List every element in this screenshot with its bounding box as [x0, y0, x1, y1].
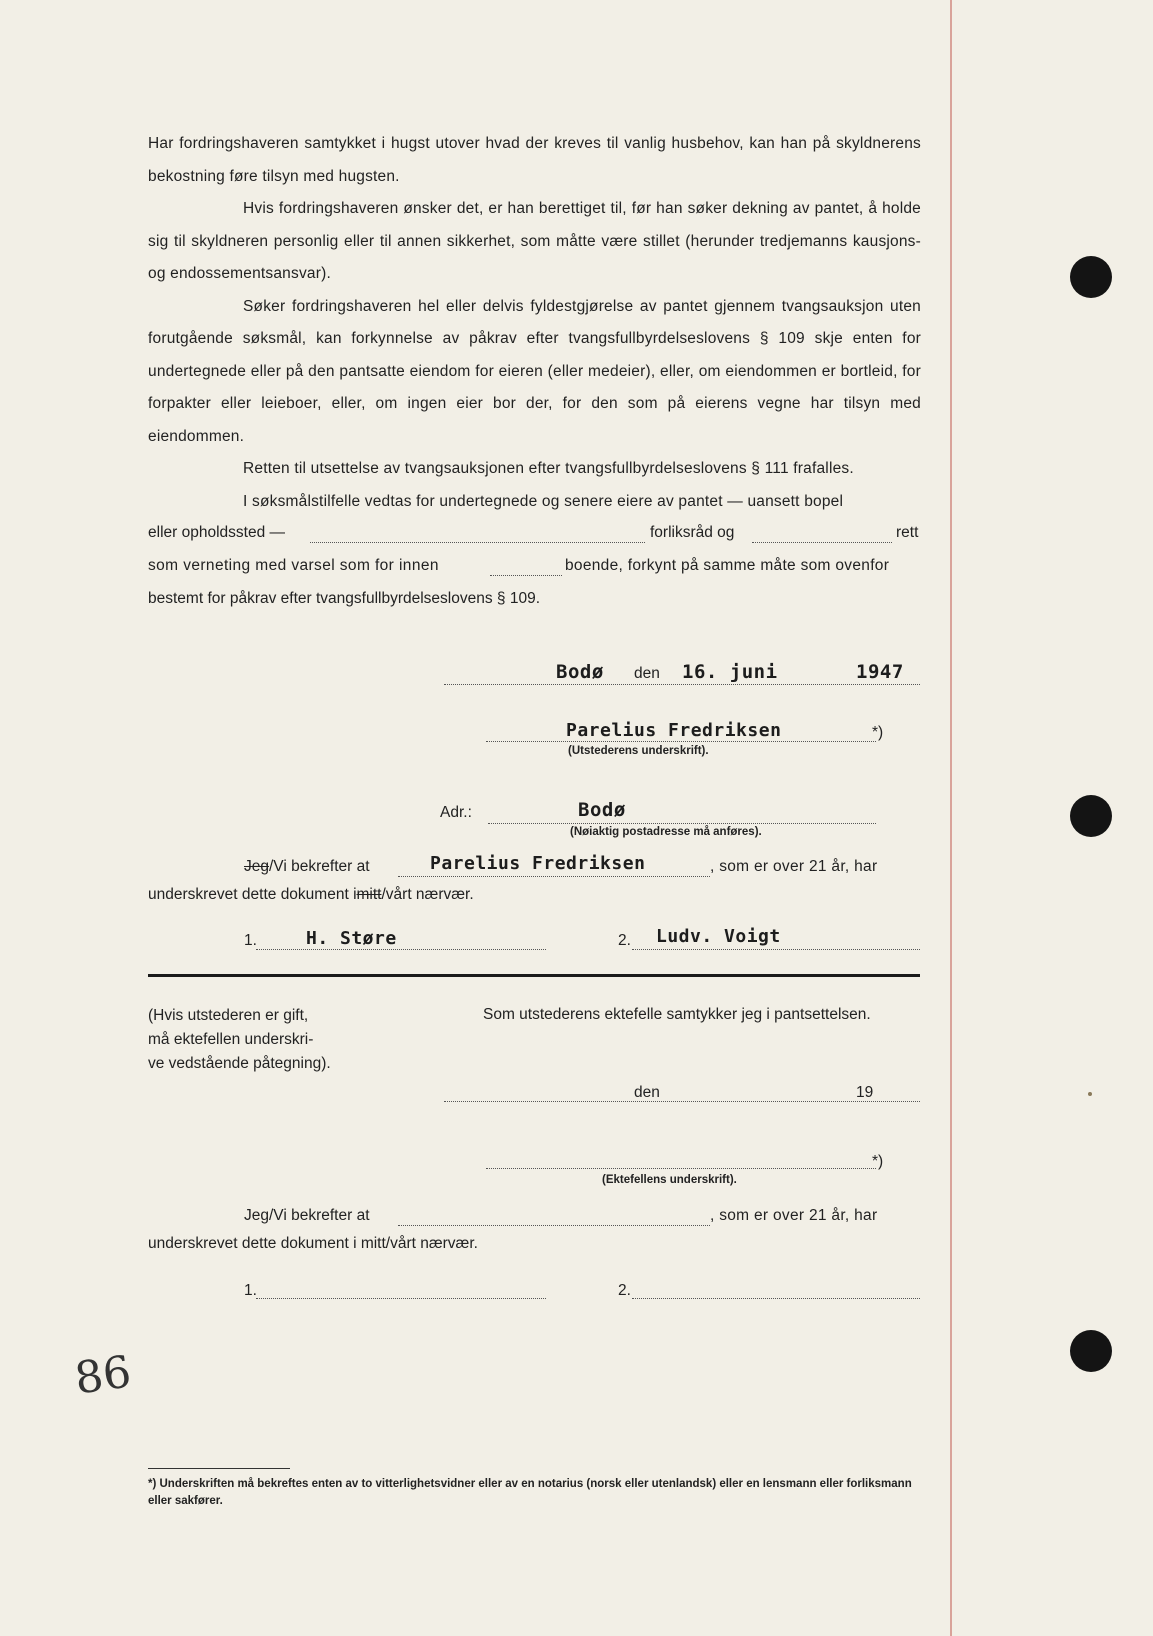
witness1-line2-struck: mitt — [356, 886, 382, 903]
spouse-witness-line-a — [256, 1298, 546, 1299]
signature-asterisk: *) — [872, 724, 884, 741]
spouse-note-line: ve vedstående påtegning). — [148, 1055, 331, 1072]
section-divider — [148, 974, 920, 977]
address-handwritten: Bodø — [578, 799, 626, 821]
punch-hole-bottom — [1070, 1330, 1112, 1372]
witness1-confirmed-name: Parelius Fredriksen — [430, 853, 646, 874]
witness1-name-line — [398, 876, 710, 877]
venue-forliksrad: forliksråd og — [650, 524, 735, 541]
signature-caption: (Utstederens underskrift). — [568, 745, 709, 757]
spouse-confirm-line2: underskrevet dette dokument i mitt/vårt nærvær. — [148, 1235, 478, 1252]
witness1-signature-a: H. Støre — [306, 928, 397, 949]
spouse-note-line: må ektefellen underskri- — [148, 1031, 314, 1048]
spouse-note — [148, 1004, 358, 1076]
paragraph-hugst: Har fordringshaveren samtykket i hugst utover hvad der kreves til vanlig husbehov, kan han på skyldnerens bekostning føre tilsyn med hugsten. — [148, 135, 921, 185]
venue-line2-start: som verneting med varsel som for innen — [148, 557, 439, 574]
date-den-label: den — [634, 665, 660, 682]
witness1-line-b — [632, 949, 920, 950]
margin-page-mark: 86 — [71, 1346, 135, 1405]
spouse-den-label: den — [634, 1084, 660, 1101]
spouse-signature-caption: (Ektefellens underskrift). — [602, 1174, 737, 1186]
spouse-year-prefix: 19 — [856, 1084, 874, 1101]
spouse-signature-line — [486, 1168, 876, 1169]
spouse-witness-num2: 2. — [618, 1282, 631, 1299]
spouse-confirm-start: Jeg/Vi bekrefter at — [244, 1207, 370, 1224]
signature-line — [486, 741, 876, 742]
paragraph-venue: I søksmålstilfelle vedtas for undertegnede og senere eiere av pantet — uansett bopel — [243, 492, 844, 510]
punch-hole-middle — [1070, 795, 1112, 837]
witness1-prefix-rest: /Vi bekrefter at — [269, 858, 370, 875]
witness1-line-a — [256, 949, 546, 950]
footnote-rule — [148, 1468, 290, 1469]
spouse-consent: Som utstederens ektefelle samtykker jeg i pantsettelsen. — [483, 1006, 871, 1023]
signer-name: Parelius Fredriksen — [566, 720, 782, 741]
witness1-suffix: , som er over 21 år, har — [710, 858, 878, 875]
witness1-line2-start: underskrevet dette dokument i — [148, 886, 357, 903]
footnote: *) Underskriften må bekreftes enten av to vitterlighetsvidner eller av en notarius (norsk eller utenlandsk) eller en lensmann eller forliksmann eller sakfører. — [148, 1478, 912, 1507]
venue-line-start: eller opholdssted — — [148, 524, 285, 541]
venue-line2-end: boende, forkynt på samme måte som ovenfor — [565, 557, 890, 574]
spouse-witness-num1: 1. — [244, 1282, 257, 1299]
venue-blank-3 — [490, 575, 562, 576]
address-label: Adr.: — [440, 804, 472, 821]
spouse-confirm-line — [398, 1225, 710, 1226]
spouse-note-line: (Hvis utstederen er gift, — [148, 1007, 309, 1024]
paper-speck — [1088, 1092, 1092, 1096]
date-line — [444, 684, 920, 685]
spouse-confirm-end: , som er over 21 år, har — [710, 1207, 878, 1224]
paragraph-personal-security: Hvis fordringshaveren ønsker det, er han berettiget til, før han søker dekning av pantet, å holde sig til skyldneren personlig eller til annen sikkerhet, som måtte være stillet (herunder tredjemanns kausjons- og endossementsansvar). — [148, 200, 921, 282]
venue-blank-1 — [310, 542, 645, 543]
date-handwritten: 16. juni — [682, 661, 778, 683]
witness1-num1: 1. — [244, 932, 257, 949]
witness1-line2-end: /vårt nærvær. — [381, 886, 474, 903]
spouse-witness-line-b — [632, 1298, 920, 1299]
venue-rett: rett — [896, 524, 919, 541]
margin-line — [950, 0, 952, 1636]
year-handwritten: 1947 — [856, 661, 904, 683]
paragraph-postponement: Retten til utsettelse av tvangsauksjonen efter tvangsfullbyrdelseslovens § 111 frafalles. — [243, 460, 854, 477]
witness1-num2: 2. — [618, 932, 631, 949]
venue-line3: bestemt for påkrav efter tvangsfullbyrdelseslovens § 109. — [148, 590, 541, 607]
paragraph-forced-sale: Søker fordringshaveren hel eller delvis fyldestgjørelse av pantet gjennem tvangsauksjon uten forutgående søksmål, kan forkynnelse av påkrav efter tvangsfullbyrdelseslovens § 109 skje enten for undertegnede eller på den pantsatte eiendom for eieren (eller medeier), eller, om eiendommen er bortleid, for forpakter eller leieboer, eller, om ingen eier bor der, for den som på eierens vegne har tilsyn med eiendommen. — [148, 297, 921, 445]
witness1-prefix — [244, 858, 370, 876]
punch-hole-top — [1070, 256, 1112, 298]
terms-text — [148, 128, 921, 518]
spouse-date-line — [444, 1101, 920, 1102]
address-caption: (Nøiaktig postadresse må anføres). — [570, 826, 762, 838]
address-line — [488, 823, 876, 824]
witness1-prefix-struck: Jeg — [244, 858, 269, 875]
spouse-asterisk: *) — [872, 1153, 884, 1170]
venue-blank-2 — [752, 542, 892, 543]
place-handwritten: Bodø — [556, 661, 604, 683]
witness1-line2 — [148, 886, 474, 904]
witness1-signature-b: Ludv. Voigt — [656, 926, 781, 947]
